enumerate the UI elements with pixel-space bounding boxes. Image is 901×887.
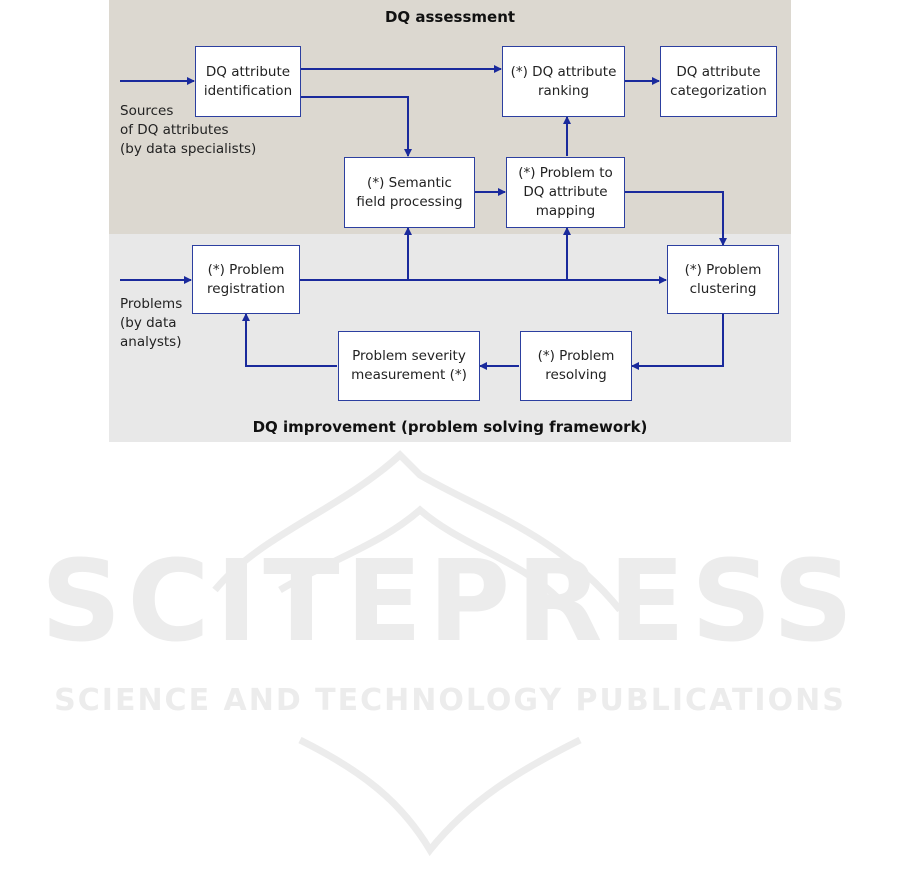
dq-improvement-title: DQ improvement (problem solving framework) bbox=[252, 418, 648, 436]
box-line: (*) Problem to bbox=[518, 165, 613, 181]
box-line: (*) DQ attribute bbox=[510, 63, 617, 80]
edge-mapping-to-clustering bbox=[625, 192, 723, 245]
scitepress-watermark bbox=[0, 440, 901, 887]
label-line: (by data specialists) bbox=[120, 141, 257, 157]
problem-registration-box bbox=[192, 245, 300, 314]
problem-resolving-box bbox=[520, 331, 632, 401]
dq-attribute-ranking-box bbox=[502, 46, 625, 117]
label-line: (by data bbox=[120, 315, 177, 331]
dq-framework-diagram bbox=[109, 0, 791, 442]
box-line: DQ attribute bbox=[205, 63, 291, 80]
dq-attribute-categorization-box bbox=[660, 46, 777, 117]
box-line: measurement (*) bbox=[351, 367, 467, 383]
box-line: (*) Problem bbox=[207, 261, 285, 278]
problem-severity-measurement-box bbox=[338, 331, 480, 401]
label-line: analysts) bbox=[120, 334, 182, 350]
dq-assessment-title: DQ assessment bbox=[384, 8, 516, 26]
box-line: categorization bbox=[670, 82, 767, 99]
edge-identification-to-semantic bbox=[300, 97, 408, 156]
box-line: DQ attribute bbox=[523, 184, 608, 200]
box-line: Problem severity bbox=[352, 348, 466, 364]
box-line: DQ attribute bbox=[676, 63, 761, 80]
box-line: clustering bbox=[689, 280, 757, 297]
problem-clustering-box bbox=[667, 245, 779, 314]
watermark-sub-text: SCIENCE AND TECHNOLOGY PUBLICATIONS bbox=[54, 683, 846, 718]
box-line: (*) Problem bbox=[537, 348, 615, 364]
edge-clustering-to-resolving bbox=[632, 314, 723, 366]
label-line: Problems bbox=[120, 296, 183, 312]
box-line: field processing bbox=[356, 193, 463, 210]
box-line: (*) Problem bbox=[684, 261, 762, 278]
box-line: resolving bbox=[545, 367, 607, 383]
sources-of-dq-attributes-label bbox=[120, 102, 256, 159]
box-line: registration bbox=[207, 280, 285, 297]
box-line: (*) Semantic bbox=[367, 174, 452, 191]
label-line: Sources bbox=[120, 103, 174, 119]
box-line: ranking bbox=[537, 82, 590, 99]
watermark-main-text: SCITEPRESS bbox=[40, 537, 860, 667]
semantic-field-processing-box bbox=[344, 157, 475, 228]
box-line: identification bbox=[203, 82, 293, 99]
problems-input-label bbox=[120, 295, 182, 352]
label-line: of DQ attributes bbox=[120, 122, 229, 138]
problem-to-dq-attribute-mapping-box bbox=[506, 157, 625, 228]
box-line: mapping bbox=[535, 203, 596, 219]
edge-severity-to-registration bbox=[246, 314, 337, 366]
